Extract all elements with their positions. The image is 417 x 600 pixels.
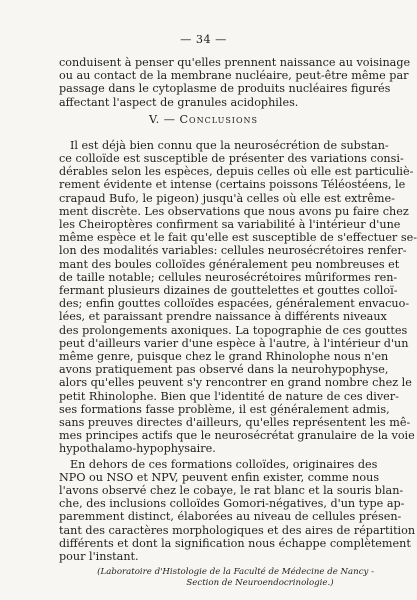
text-line: ou au contact de la membrane nucléaire, peut-être même par (59, 69, 409, 83)
section-heading (0, 113, 407, 127)
text-line: mes principes actifs que le neurosécrétat granulaire de la voie (59, 429, 415, 443)
section-number: V. — (148, 112, 180, 126)
text-line: affectant l'aspect de granules acidophiles. (59, 95, 299, 109)
text-line: de taille notable; cellules neurosécrétoires mûriformes ren- (59, 270, 398, 284)
text-line: ses formations fasse problème, il est généralement admis, (59, 402, 390, 416)
text-line: En dehors de ces formations colloïdes, originaires des (70, 457, 378, 471)
text-line: petit Rhinolophe. Bien que l'identité de nature de ces diver- (59, 389, 399, 403)
text-line: tant des caractères morphologiques et des aires de répartition (59, 523, 416, 537)
text-line: des prolongements axoniques. La topographie de ces gouttes (59, 323, 408, 337)
text-line: lées, et paraissant prendre naissance à différents niveaux (59, 310, 387, 324)
text-line: Il est déjà bien connu que la neurosécrétion de substan- (70, 138, 389, 152)
text-line: dérables selon les espèces, depuis celles où elle est particuliè- (59, 165, 414, 179)
text-line: même espèce et le fait qu'elle est susceptible de s'effectuer se- (59, 231, 417, 245)
text-line: paremment distinct, élaborées au niveau de cellules présen- (59, 510, 402, 524)
text-line: ce colloïde est susceptible de présenter des variations consi- (59, 152, 404, 165)
text-line: rement évidente et intense (certains poissons Téléostéens, le (59, 178, 406, 192)
text-line: passage dans le cytoplasme de produits nucléaires figurés (59, 82, 391, 96)
text-line: l'avons observé chez le cobaye, le rat blanc et la souris blan- (59, 484, 404, 497)
note-line: (Laboratoire d'Histologie de la Faculté de Médecine de Nancy - (97, 567, 374, 578)
text-line: lon des modalités variables: cellules neurosécrétoires renfer- (59, 244, 407, 258)
text-line: ment discrète. Les observations que nous avons pu faire chez (59, 204, 409, 218)
text-line: sans preuves directes d'ailleurs, qu'elles représentent les mê- (59, 416, 411, 429)
note-line: Section de Neuroendocrinologie.) (186, 578, 334, 589)
text-line: les Cheiroptères confirment sa variabilité à l'intérieur d'une (59, 218, 401, 231)
text-line: des; enfin gouttes colloïdes espacées, généralement envacuo- (59, 297, 410, 311)
text-line: alors qu'elles peuvent s'y rencontrer en grand nombre chez le (59, 376, 412, 390)
section-title: Conclusions (179, 112, 259, 126)
text-line: pour l'instant. (59, 550, 139, 563)
text-line: NPO ou NSO et NPV, peuvent enfin exister, comme nous (59, 470, 380, 484)
text-line: avons pratiquement pas observé dans la neurohypophyse, (59, 363, 389, 377)
text-line: fermant plusieurs dizaines de gouttelettes et gouttes colloï- (59, 284, 398, 297)
text-line: mant des boules colloïdes généralement peu nombreuses et (59, 257, 400, 271)
text-line: différents et dont la signification nous échappe complètement (59, 536, 411, 550)
text-line: peut d'ailleurs varier d'une espèce à l'autre, à l'intérieur d'un (59, 336, 409, 350)
text-line: che, des inclusions colloïdes Gomori-négatives, d'un type ap- (59, 497, 405, 511)
text-line: crapaud Bufo, le pigeon) jusqu'à celles où elle est extrême- (59, 191, 395, 205)
page-number: — 34 — (180, 33, 227, 46)
text-line: hypothalamo-hypophysaire. (59, 442, 216, 456)
text-line: conduisent à penser qu'elles prennent naissance au voisinage (59, 56, 411, 69)
text-line: même genre, puisque chez le grand Rhinolophe nous n'en (59, 350, 389, 363)
